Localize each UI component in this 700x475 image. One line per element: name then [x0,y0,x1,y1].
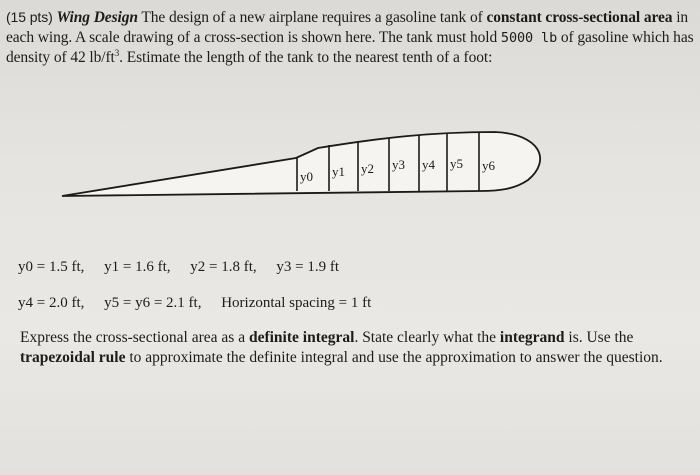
horizontal-spacing: Horizontal spacing = 1 ft [221,295,372,311]
intro-text-3: of gasoline which has density of 42 lb/ft [6,28,694,66]
value-y1: y1 = 1.6 ft, [104,259,171,275]
value-y2: y2 = 1.8 ft, [190,259,257,275]
value-y4: y4 = 2.0 ft, [18,295,85,311]
strip-label-y1: y1 [332,164,345,179]
problem-title: Wing Design [56,9,138,26]
instr-bold-trapezoidal: trapezoidal rule [20,349,126,366]
values-line-1 [18,258,339,276]
strip-label-y0: y0 [300,169,313,184]
instr-bold-integrand: integrand [499,329,565,346]
strip-label-y4: y4 [422,157,435,172]
strip-label-y2: y2 [361,161,374,176]
strip-label-y6: y6 [482,158,495,173]
instr-text-3: is. Use the [564,329,634,346]
weight-value: 5000 lb [500,29,558,46]
intro-text-1: The design of a new airplane requires a gasoline tank of [137,9,487,26]
points-label: (15 pts) [6,9,53,25]
value-y3: y3 = 1.9 ft [276,259,339,275]
cube-exponent: 3 [114,47,120,58]
value-y5-y6: y5 = y6 = 2.1 ft, [104,295,202,311]
instr-text-4: to approximate the definite integral and use the approximation to answer the question. [125,349,663,366]
intro-bold-text: constant cross-sectional area [486,9,673,26]
instr-text-2: . State clearly what the [354,329,500,346]
instructions-paragraph [20,328,692,368]
values-line-2 [18,294,371,312]
instr-bold-integral: definite integral [248,329,355,346]
intro-text-2: in each wing. A scale drawing of a cross-section is shown here. The tank must hold [6,9,689,46]
strip-label-y5: y5 [450,156,463,171]
instr-text-1: Express the cross-sectional area as a [20,329,249,346]
strip-label-y3: y3 [392,157,405,172]
intro-text-4: . Estimate the length of the tank to the nearest tenth of a foot: [119,49,493,66]
value-y0: y0 = 1.5 ft, [18,259,85,275]
wing-outline [62,132,540,196]
